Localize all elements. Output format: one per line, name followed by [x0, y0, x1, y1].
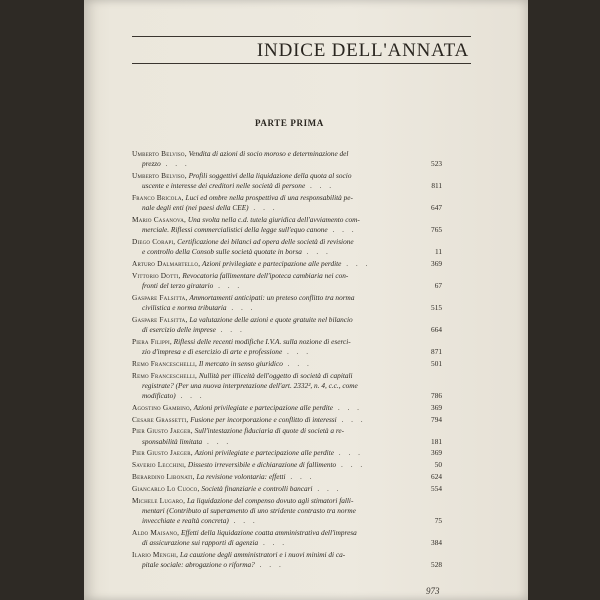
entry-title-text: sponsabilità limitata: [142, 436, 203, 446]
entry-first-line: [132, 315, 410, 325]
entry-title-text: civilistica e norma tributaria: [142, 303, 227, 312]
entry-author: Remo Franceschelli,: [132, 358, 197, 368]
entry-author: Gaspare Falsitta,: [132, 314, 188, 324]
entry-continuation-line: [132, 381, 410, 391]
entry-page-number: 181: [431, 436, 442, 446]
entry-title-text: e controllo della Consob sulle società quotate in borsa: [142, 247, 302, 257]
leader-dots: . . .: [336, 414, 366, 424]
leader-dots: . . .: [333, 402, 362, 412]
entry-page-number: 384: [431, 537, 442, 547]
index-entry: [132, 472, 442, 482]
entry-title-text: nale degli enti (nei paesi della CEE): [142, 203, 249, 213]
entry-title-text: pitale sociale: abrogazione o riforma?: [142, 559, 255, 569]
entry-first-line: [132, 337, 410, 347]
entry-title-text: uscente e interesse dei creditori nelle società di persone: [142, 181, 306, 191]
entry-continuation-line: [132, 538, 410, 548]
entry-title-text: modificato): [142, 391, 176, 400]
entry-continuation-line: [132, 437, 410, 447]
leader-dots: . . .: [228, 515, 258, 525]
leader-dots: . . .: [254, 559, 284, 569]
index-entry: [132, 484, 442, 494]
entry-title-text: zio d'impresa e di esercizio di arte e professione: [142, 347, 283, 356]
entry-title-text: Fusione per incorporazione e conflitto di interessi: [190, 414, 337, 424]
entry-title-text: Azioni privilegiate e partecipazione alle perdite: [194, 448, 334, 458]
entry-author: Cesare Grassetti,: [132, 414, 189, 424]
entry-title-text: Effetti della liquidazione coatta amministrativa dell'impresa: [181, 527, 357, 537]
index-entry: [132, 426, 442, 446]
entry-author: Arturo Dalmartello,: [132, 259, 201, 268]
entry-title-text: Nullità per illiceità dell'oggetto di società di capitali: [198, 370, 353, 380]
index-entry: [132, 496, 442, 527]
entry-title-text: Profili soggettivi della liquidazione della quota al socio: [188, 171, 352, 180]
entry-author: Gaspare Falsitta,: [132, 292, 188, 302]
entry-continuation-line: [132, 281, 410, 291]
entry-page-number: 369: [431, 402, 442, 412]
index-entry: [132, 550, 442, 570]
entry-title-text: merciale. Riflessi commercialistici della legge sull'equo canone: [142, 225, 328, 235]
entry-continuation-line: [132, 303, 410, 313]
entry-title-text: Una svolta nella c.d. tutela giuridica dell'avviamento com-: [187, 215, 360, 224]
entry-title-text: prezzo: [142, 159, 161, 169]
entry-title-text: Luci ed ombre nella prospettiva di una responsabilità pe-: [185, 193, 353, 202]
leader-dots: . . .: [336, 460, 366, 470]
index-entry: [132, 337, 442, 357]
entry-first-line: [132, 371, 410, 381]
index-entry: [132, 315, 442, 335]
entry-author: Agostino Gambino,: [132, 402, 192, 412]
entry-first-line: [132, 193, 410, 203]
entry-page-number: 528: [431, 559, 442, 569]
index-entry: [132, 371, 442, 402]
entry-continuation-line: [132, 325, 410, 335]
page-number: 973: [426, 586, 440, 596]
entry-title-text: Ammortamenti anticipati: un preteso conflitto tra norma: [189, 292, 355, 302]
entry-page-number: 871: [431, 347, 442, 356]
entry-continuation-line: [132, 347, 410, 357]
leader-dots: . . .: [282, 347, 312, 356]
index-entry: [132, 415, 442, 425]
entry-page-number: 811: [431, 181, 442, 191]
entry-continuation-line: [132, 159, 410, 169]
entry-author: Franco Bricola,: [132, 193, 184, 202]
entry-continuation-line: [132, 516, 410, 526]
entry-title-text: Vendita di azioni di socio moroso e determinazione del: [188, 149, 349, 158]
entry-first-line: [132, 426, 410, 436]
entry-title-text: La valutazione delle azioni e quote gratuite nel bilancio: [189, 314, 353, 324]
entry-author: Umberto Belviso,: [132, 149, 187, 158]
entry-author: Vittorio Dotti,: [132, 270, 181, 280]
leader-dots: . . .: [175, 391, 205, 400]
entry-title-text: mentari (Contributo al superamento di uno stridente contrasto tra norme: [142, 505, 356, 515]
entry-page-number: 75: [434, 515, 442, 525]
entry-first-line: [132, 472, 410, 482]
entry-first-line: [132, 215, 410, 225]
entry-continuation-line: [132, 560, 410, 570]
entry-first-line: [132, 237, 410, 247]
entry-page-number: 786: [431, 391, 442, 400]
entry-continuation-line: [132, 391, 410, 401]
entry-author: Saverio Lecchini,: [132, 460, 187, 470]
entry-page-number: 515: [431, 303, 442, 312]
entry-continuation-line: [132, 225, 410, 235]
leader-dots: . . .: [327, 225, 357, 235]
index-entry: [132, 237, 442, 257]
index-entry: [132, 359, 442, 369]
entry-first-line: [132, 359, 410, 369]
entry-page-number: 11: [434, 247, 442, 257]
entry-continuation-line: [132, 203, 410, 213]
entry-title-text: di esercizio delle imprese: [142, 325, 216, 334]
header-rule-bottom: [132, 63, 471, 64]
index-entry: [132, 193, 442, 213]
entry-title-text: Il mercato in senso giuridico: [198, 358, 283, 368]
leader-dots: . . .: [226, 303, 256, 312]
entry-first-line: [132, 293, 410, 303]
entry-title-text: Società finanziarie e controlli bancari: [201, 483, 313, 493]
entry-page-number: 67: [434, 281, 442, 290]
entry-title-text: Azioni privilegiate e partecipazione alle perdite: [202, 259, 342, 268]
entry-first-line: [132, 550, 410, 560]
entry-page-number: 664: [431, 325, 442, 334]
entry-author: Michele Lugaro,: [132, 495, 186, 505]
entry-continuation-line: [132, 247, 410, 257]
entry-first-line: [132, 448, 410, 458]
entry-author: Umberto Belviso,: [132, 171, 187, 180]
entry-author: Pier Giusto Jaeger,: [132, 426, 193, 436]
index-entry: [132, 259, 442, 269]
leader-dots: . . .: [285, 471, 315, 481]
entry-author: Aldo Maisano,: [132, 527, 180, 537]
leader-dots: . . .: [305, 181, 335, 191]
leader-dots: . . .: [248, 203, 278, 213]
index-entries: [132, 149, 442, 572]
entry-first-line: [132, 496, 410, 506]
entry-title-text: Revocatoria fallimentare dell'ipoteca cambiaria nei con-: [182, 270, 349, 280]
entry-first-line: [132, 403, 410, 413]
entry-author: Remo Franceschelli,: [132, 370, 197, 380]
leader-dots: . . .: [282, 358, 312, 368]
entry-page-number: 369: [431, 448, 442, 458]
index-entry: [132, 448, 442, 458]
index-entry: [132, 460, 442, 470]
index-title: INDICE DELL'ANNATA: [256, 40, 469, 61]
entry-author: Ilario Menghi,: [132, 549, 179, 559]
entry-continuation-line: [132, 506, 410, 516]
leader-dots: . . .: [341, 259, 371, 268]
section-heading: PARTE PRIMA: [255, 118, 324, 128]
entry-first-line: [132, 171, 410, 181]
entry-title-text: La revisione volontaria: effetti: [196, 471, 286, 481]
entry-title-text: di assicurazione sui rapporti di agenzia: [142, 537, 259, 547]
entry-first-line: [132, 484, 410, 494]
index-entry: [132, 528, 442, 548]
entry-title-text: La cauzione degli amministratori e i nuovi minimi di ca-: [180, 549, 346, 559]
entry-title-text: registrate? (Per una nuova interpretazione dell'art. 2332², n. 4, c.c., come: [142, 380, 358, 390]
leader-dots: . . .: [301, 247, 331, 257]
leader-dots: . . .: [160, 159, 190, 169]
entry-page-number: 647: [431, 203, 442, 213]
entry-author: Mario Casanova,: [132, 215, 187, 224]
entry-first-line: [132, 271, 410, 281]
leader-dots: . . .: [312, 483, 342, 493]
index-entry: [132, 171, 442, 191]
entry-page-number: 523: [431, 159, 442, 169]
entry-title-text: La liquidazione del compenso dovuto agli stimatori falli-: [186, 495, 354, 505]
leader-dots: . . .: [333, 448, 363, 458]
entry-title-text: invecchiate e realtà concreta): [142, 515, 229, 525]
entry-title-text: Certificazione dei bilanci ad opera delle società di revisione: [177, 237, 354, 246]
entry-first-line: [132, 460, 410, 470]
header-rule-top: [132, 36, 471, 37]
entry-first-line: [132, 259, 410, 269]
entry-page-number: 50: [434, 460, 442, 470]
entry-author: Diego Corapi,: [132, 237, 176, 246]
entry-author: Pier Giusto Jaeger,: [132, 448, 193, 458]
entry-author: Giancarlo Lo Cuoco,: [132, 483, 200, 493]
leader-dots: . . .: [202, 436, 232, 446]
entry-title-text: Dissesto irreversibile e dichiarazione di fallimento: [187, 460, 337, 470]
entry-author: Berardino Libonati,: [132, 471, 195, 481]
index-entry: [132, 149, 442, 169]
entry-page-number: 369: [431, 259, 442, 268]
entry-title-text: Riflessi delle recenti modifiche I.V.A. sulla nozione di eserci-: [173, 336, 351, 346]
entry-title-text: Sull'intestazione fiduciaria di quote di società a re-: [194, 426, 345, 436]
entry-page-number: 624: [431, 471, 442, 481]
leader-dots: . . .: [215, 325, 245, 334]
entry-first-line: [132, 528, 410, 538]
entry-continuation-line: [132, 181, 410, 191]
entry-title-text: Azioni privilegiate e partecipazione alle perdite: [193, 402, 333, 412]
entry-page-number: 554: [431, 483, 442, 493]
index-entry: [132, 215, 442, 235]
entry-first-line: [132, 415, 410, 425]
index-entry: [132, 293, 442, 313]
entry-author: Piera Filippi,: [132, 336, 172, 346]
entry-first-line: [132, 149, 410, 159]
entry-title-text: fronti del terzo giratario: [142, 281, 214, 290]
entry-page-number: 794: [431, 414, 442, 424]
leader-dots: . . .: [258, 537, 288, 547]
index-entry: [132, 271, 442, 291]
index-entry: [132, 403, 442, 413]
entry-page-number: 501: [431, 358, 442, 368]
leader-dots: . . .: [213, 281, 243, 290]
entry-page-number: 765: [431, 225, 442, 235]
